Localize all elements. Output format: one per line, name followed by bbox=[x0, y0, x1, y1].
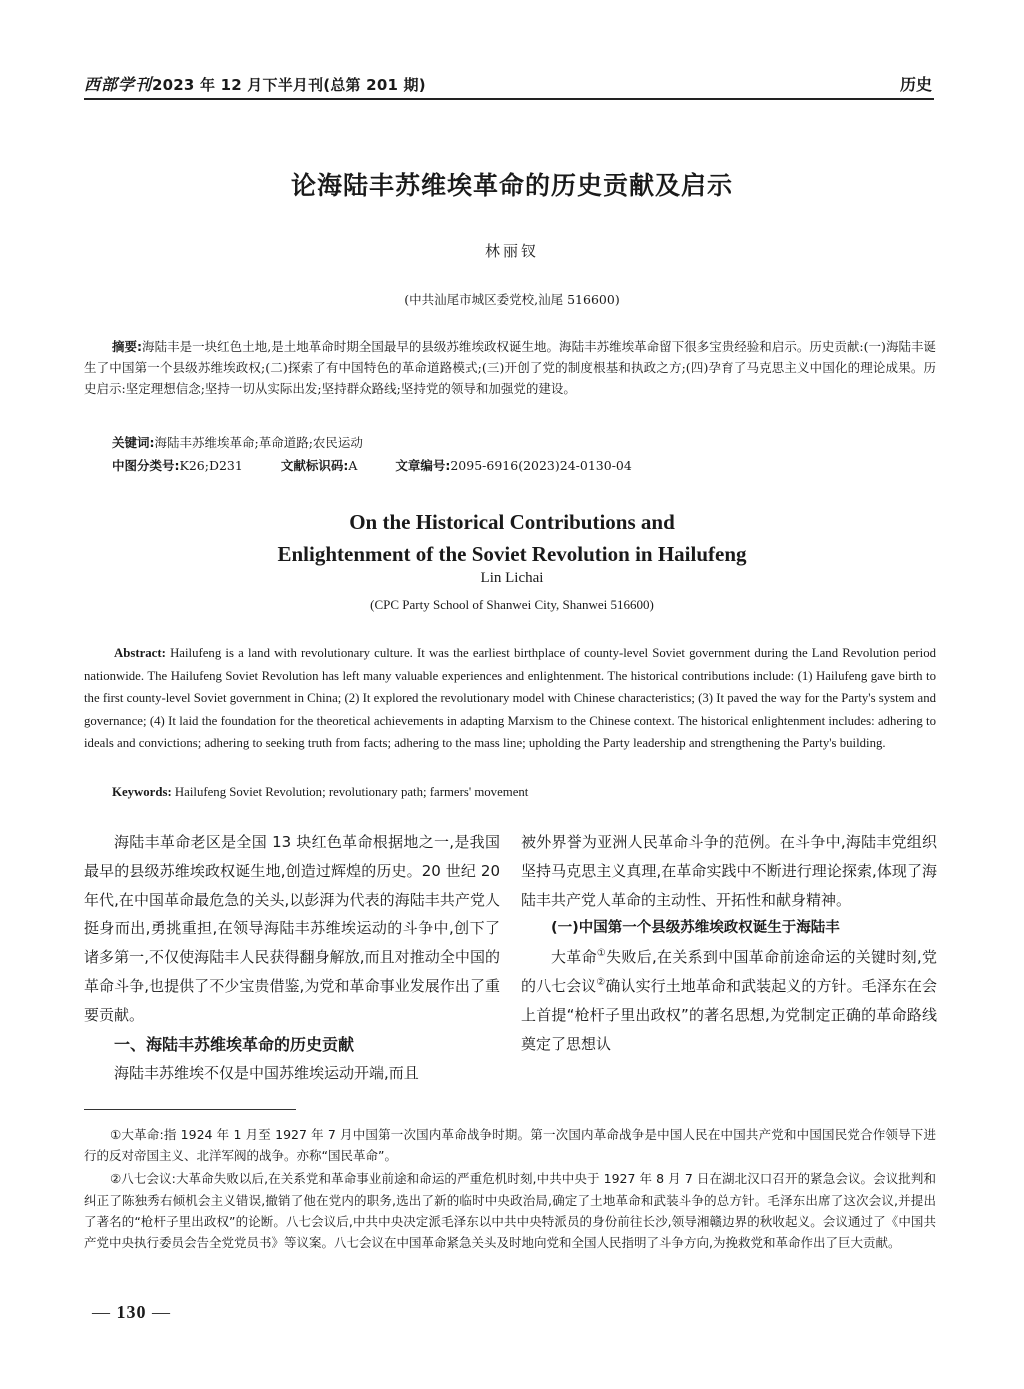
text-run: 确认实行土地革命和武装起义的方针。毛泽东在会上首提“枪杆子里出政权”的著名思想,为党制定正确的革命路线奠定了思想认 bbox=[521, 977, 937, 1053]
keywords-en-text: Hailufeng Soviet Revolution; revolutionary path; farmers' movement bbox=[174, 785, 529, 799]
clc-number bbox=[112, 456, 243, 474]
doc-code bbox=[281, 456, 358, 474]
abstract-cn-text: 海陆丰是一块红色土地,是土地革命时期全国最早的县级苏维埃政权诞生地。海陆丰苏维埃革命留下很多宝贵经验和启示。历史贡献:(一)海陆丰诞生了中国第一个县级苏维埃政权;(二)探索了有中国特色的革命道路模式;(三)开创了党的制度根基和执政之方;(四)孕育了马克思主义中国化的理论成果。历史启示:坚定理想信念;坚持一切从实际出发;坚持群众路线;坚持党的领导和加强党的建设。 bbox=[84, 339, 936, 396]
journal-logo: 西部学刊 bbox=[84, 75, 153, 94]
doc-value: A bbox=[348, 458, 358, 473]
title-en-line1: On the Historical Contributions and bbox=[349, 510, 675, 534]
body-left-column bbox=[84, 828, 500, 1087]
abstract-cn-label: 摘要: bbox=[112, 339, 143, 354]
body-paragraph: 被外界誉为亚洲人民革命斗争的范例。在斗争中,海陆丰党组织坚持马克思主义真理,在革命实践中不断进行理论探索,体现了海陆丰共产党人革命的主动性、开拓性和献身精神。 bbox=[521, 833, 937, 909]
doc-label: 文献标识码: bbox=[280, 458, 349, 473]
journal-header bbox=[84, 72, 426, 95]
affiliation-en: (CPC Party School of Shanwei City, Shanwei 516600) bbox=[370, 597, 654, 612]
title-en bbox=[0, 506, 1024, 570]
keywords-cn-text: 海陆丰苏维埃革命;革命道路;农民运动 bbox=[154, 435, 363, 450]
title-cn: 论海陆丰苏维埃革命的历史贡献及启示 bbox=[290, 171, 733, 200]
article-value: 2095-6916(2023)24-0130-04 bbox=[450, 458, 632, 473]
keywords-cn-label: 关键词: bbox=[112, 435, 155, 450]
journal-issue: 2023 年 12 月下半月刊(总第 201 期) bbox=[152, 76, 426, 94]
section-heading: 一、海陆丰苏维埃革命的历史贡献 bbox=[114, 1034, 355, 1054]
body-right-column bbox=[521, 828, 937, 1059]
page-dash-left: — bbox=[92, 1302, 117, 1322]
keywords-en-label: Keywords: bbox=[112, 785, 172, 799]
footnote-ref-1[interactable]: ① bbox=[596, 948, 607, 960]
classification-row bbox=[112, 456, 932, 474]
article-label: 文章编号: bbox=[395, 458, 451, 473]
page-number-value: 130 bbox=[116, 1302, 147, 1322]
footnote-ref-2[interactable]: ② bbox=[596, 977, 606, 989]
header-rule bbox=[84, 98, 934, 100]
page-dash-right: — bbox=[146, 1302, 171, 1322]
section-label: 历史 bbox=[899, 75, 932, 94]
author-en: Lin Lichai bbox=[480, 570, 544, 586]
footnotes bbox=[84, 1124, 936, 1255]
body-paragraph: 海陆丰革命老区是全国 13 块红色革命根据地之一,是我国最早的县级苏维埃政权诞生地,创造过辉煌的历史。20 世纪 20 年代,在中国革命最危急的关头,以彭湃为代表的海陆丰共产党人挺身而出,勇挑重担,在领导海陆丰苏维埃运动的斗争中,创下了诸多第一,不仅使海陆丰人民获得翻身解放,而且对推动全中国的革命斗争,也提供了不少宝贵借鉴,为党和革命事业发展作出了重要贡献。 bbox=[84, 833, 500, 1024]
text-run: 失败后,在关系到中国革命前途命运的关键时刻,党的八七会议 bbox=[521, 948, 937, 996]
subsection-heading: (一)中国第一个县级苏维埃政权诞生于海陆丰 bbox=[551, 920, 840, 937]
keywords-cn bbox=[112, 432, 932, 453]
body-paragraph bbox=[521, 943, 937, 1058]
affiliation-cn: (中共汕尾市城区委党校,汕尾 516600) bbox=[404, 292, 620, 307]
keywords-en bbox=[112, 785, 932, 800]
abstract-en bbox=[84, 642, 936, 755]
footnote-1: ①大革命:指 1924 年 1 月至 1927 年 7 月中国第一次国内革命战争时期。第一次国内革命战争是中国人民在中国共产党和中国国民党合作领导下进行的反对帝国主义、北洋军阀的战争。亦称“国民革命”。 bbox=[84, 1127, 936, 1164]
article-number bbox=[395, 456, 631, 474]
body-paragraph: 海陆丰苏维埃不仅是中国苏维埃运动开端,而且 bbox=[114, 1063, 419, 1082]
title-en-line2: Enlightenment of the Soviet Revolution in Hailufeng bbox=[277, 542, 747, 566]
footnote-2: ②八七会议:大革命失败以后,在关系党和革命事业前途和命运的严重危机时刻,中共中央于 1927 年 8 月 7 日在湖北汉口召开的紧急会议。会议批判和纠正了陈独秀右倾机会主义错误,撤销了他在党内的职务,选出了新的临时中央政治局,确定了土地革命和武装斗争的总方针。毛泽东出席了这次会议,并提出了著名的“枪杆子里出政权”的论断。八七会议后,中共中央决定派毛泽东以中共中央特派员的身份前往长沙,领导湘赣边界的秋收起义。会议通过了《中国共产党中央执行委员会告全党党员书》等议案。八七会议在中国革命紧急关头及时地向党和全国人民指明了斗争方向,为挽救党和革命作出了巨大贡献。 bbox=[84, 1171, 936, 1251]
abstract-en-label: Abstract: bbox=[114, 646, 166, 660]
abstract-cn bbox=[84, 336, 936, 399]
abstract-en-text: Hailufeng is a land with revolutionary culture. It was the earliest birthplace of county-level Soviet government during the Land Revolution period nationwide. The Hailufeng Soviet Revolution has left many valuable experiences and enlightenment. The historical contributions include: (1) Hailufeng gave birth to the first county-level Soviet government in China; (2) It explored the revolutionary model with Chinese characteristics; (3) It paved the way for the Party's system and governance; (4) It laid the foundation for the theoretical achievements in adapting Marxism to the Chinese context. The historical enlightenment includes: adhering to ideals and convictions; adhering to seeking truth from facts; adhering to the mass line; upholding the Party leadership and strengthening the Party's building. bbox=[84, 646, 936, 750]
text-run: 大革命 bbox=[551, 948, 597, 967]
author-cn: 林丽钗 bbox=[484, 242, 539, 260]
page-number bbox=[92, 1302, 171, 1323]
clc-label: 中图分类号: bbox=[112, 458, 180, 473]
footnote-rule bbox=[84, 1109, 296, 1110]
clc-value: K26;D231 bbox=[179, 458, 243, 473]
